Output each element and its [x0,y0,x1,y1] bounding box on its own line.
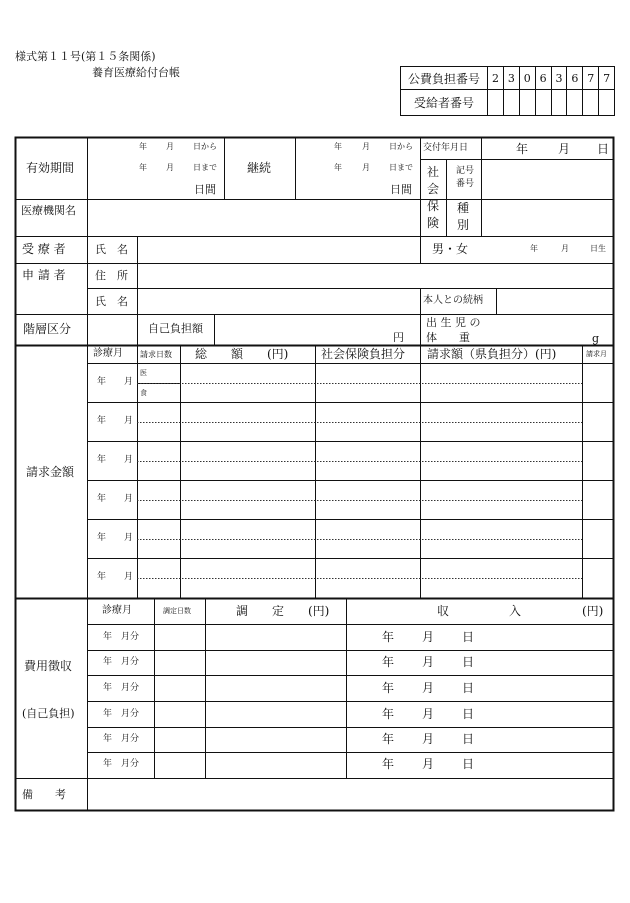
billing-row-month: 年 月 [97,416,134,426]
receipt-month: 月 [422,707,435,721]
receipt-day: 日 [462,732,475,746]
birth-weight-label-1: 出 生 児 の [426,316,481,329]
continue-from-day: 日から [389,142,413,151]
continue-days: 日間 [390,183,412,196]
birth-weight-label-2: 体 重 [426,331,470,344]
billing-header-claim-month: 請求月 [586,350,607,358]
receipt-month: 月 [422,681,435,695]
billing-header-total: 総 額 (円) [195,347,289,361]
receipt-day: 日 [462,757,475,771]
public-number-label: 公費負担番号 [401,67,488,90]
issue-day: 日 [597,142,610,156]
public-number-digit: 3 [503,67,519,90]
public-number-digit: 6 [535,67,551,90]
receipt-day: 日 [462,630,475,644]
billing-header-month: 診療月 [93,348,123,359]
tier-label: 階層区分 [23,322,72,336]
symbol-label: 記号 [456,166,475,176]
birth-weight-unit: g [592,332,600,345]
fee-row-month: 年 月分 [103,759,140,769]
billing-label: 請求金額 [26,465,75,479]
continue-from-month: 月 [362,142,370,151]
validity-from-year: 年 [139,142,147,151]
billing-row1-meal: 食 [140,389,147,397]
social-char-3: 保 [427,199,440,213]
receipt-year: 年 [382,630,395,644]
social-char-4: 険 [427,216,440,230]
receipt-year: 年 [382,681,395,695]
receipt-year: 年 [382,707,395,721]
receipt-year: 年 [382,732,395,746]
fee-row-month: 年 月分 [103,657,140,667]
number-label: 番号 [456,179,475,189]
issue-year: 年 [516,142,529,156]
receipt-day: 日 [462,655,475,669]
birth-month: 月 [561,244,569,253]
applicant-label: 申 請 者 [22,268,66,282]
institution-label: 医療機関名 [21,204,76,217]
billing-header-social: 社会保険負担分 [321,347,406,361]
validity-days: 日間 [194,183,216,196]
social-char-1: 社 [427,165,440,179]
receipt-month: 月 [422,757,435,771]
billing-header-claim: 請求額（県負担分）(円) [427,347,557,361]
patient-label: 受 療 者 [22,242,66,256]
self-pay-label: 自己負担額 [148,322,203,335]
validity-label: 有効期間 [26,161,75,175]
continue-to-day: 日まで [389,163,413,172]
form-title: 養育医療給付台帳 [92,66,180,79]
applicant-address-label: 住 所 [95,269,128,282]
receipt-year: 年 [382,757,395,771]
billing-row-month: 年 月 [97,572,134,582]
fee-row-month: 年 月分 [103,683,140,693]
continue-to-year: 年 [334,163,342,172]
fee-label: 費用徴収 [24,659,73,673]
fee-header-month: 診療月 [102,605,132,616]
receipt-day: 日 [462,681,475,695]
receipt-day: 日 [462,707,475,721]
fee-row-month: 年 月分 [103,734,140,744]
continue-to-month: 月 [362,163,370,172]
relation-label: 本人との続柄 [423,295,483,306]
fee-header-days: 調定日数 [163,607,191,615]
applicant-name-label: 氏 名 [95,295,128,308]
validity-to-year: 年 [139,163,147,172]
fee-sub-label: (自己負担) [22,707,75,720]
gender-option[interactable]: 男・女 [432,242,469,256]
billing-row-month: 年 月 [97,494,134,504]
recipient-number-label: 受給者番号 [401,90,488,116]
validity-from-month: 月 [166,142,174,151]
validity-to-day: 日まで [193,163,217,172]
billing-row-month: 年 月 [97,377,134,387]
receipt-month: 月 [422,630,435,644]
form-number: 様式第１１号(第１５条関係) [15,50,156,63]
issue-date-label: 交付年月日 [423,143,469,153]
continue-from-year: 年 [334,142,342,151]
validity-from-day: 日から [193,142,217,151]
fee-header-income: 収 入 [437,604,522,618]
receipt-year: 年 [382,655,395,669]
billing-header-days: 請求日数 [140,350,172,359]
billing-row1-medical: 医 [140,369,147,377]
birth-day: 日生 [590,244,606,253]
receipt-month: 月 [422,655,435,669]
public-number-digit: 7 [599,67,615,90]
validity-to-month: 月 [166,163,174,172]
type-char-2: 別 [457,218,470,232]
remarks-label: 備 考 [22,788,66,801]
continue-label: 継続 [247,161,272,175]
self-pay-yen: 円 [393,331,404,344]
patient-name-label: 氏 名 [95,243,128,256]
fee-row-month: 年 月分 [103,709,140,719]
type-char-1: 種 [457,201,470,215]
billing-row-month: 年 月 [97,455,134,465]
issue-month: 月 [558,142,571,156]
remarks-field[interactable] [89,780,612,809]
billing-row-month: 年 月 [97,533,134,543]
birth-year: 年 [530,244,538,253]
public-number-digit: 0 [519,67,535,90]
public-number-digit: 3 [551,67,567,90]
fee-header-yen: (円) [582,604,604,618]
fee-row-month: 年 月分 [103,632,140,642]
fee-header-assessment: 調 定 (円) [236,604,330,618]
social-char-2: 会 [427,182,440,196]
public-number-digit: 7 [583,67,599,90]
public-number-digit: 2 [488,67,504,90]
receipt-month: 月 [422,732,435,746]
public-number-digit: 6 [567,67,583,90]
